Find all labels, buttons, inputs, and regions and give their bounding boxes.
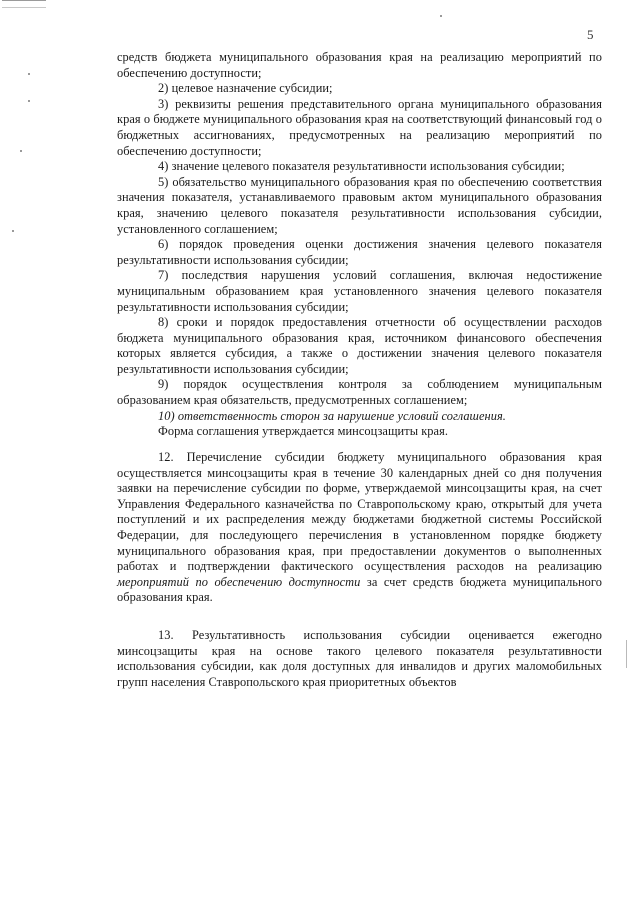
section-12 <box>117 450 602 606</box>
scan-artifact-corner <box>2 0 46 8</box>
list-item: 2) целевое назначение субсидии; <box>158 81 333 96</box>
list-item: 5) обязательство муниципального образования края по обеспечению соответствия значения показателя, устанавливаемого правовым актом муниципального образования края, значению целевого показателя результативности использования субсидии, установленного соглашением; <box>117 174 602 236</box>
scan-artifact-dot <box>440 15 442 17</box>
paragraph-section-12 <box>117 450 602 606</box>
scan-artifact-dot <box>28 100 30 102</box>
section-12-italic: мероприятий по обеспечению доступности <box>117 574 361 589</box>
section-11-conditions <box>117 50 602 440</box>
list-item: 9) порядок осуществления контроля за соблюдением муниципальным образованием края обязательств, предусмотренных соглашением; <box>117 377 602 408</box>
page-number: 5 <box>587 27 594 42</box>
section-13 <box>117 628 602 690</box>
paragraph-section-13: 13. Результативность использования субсидии оценивается ежегодно минсоцзащиты края на основе такого целевого показателя результативности использования субсидии, как доля доступных для инвалидов и других маломобильных групп населения Ставропольского края приоритетных объектов <box>117 628 602 689</box>
section-12-text: 12. Перечисление субсидии бюджету муниципального образования края осуществляется минсоцзащиты края в течение 30 календарных дней со дня получения заявки на перечисление субсидии по форме, утверждаемой минсоцзащиты края, на счет Управления Федерального казначейства по Ставропольскому краю, открытый для учета поступлений и их распределения между бюджетами бюджетной системы Российской Федерации, для последующего перечисления в установленном порядке бюджету муниципального образования края, при предоставлении документов о выполненных работах и подтверждении фактического осуществления расходов на реализацию <box>117 450 602 574</box>
paragraph: Форма соглашения утверждается минсоцзащиты края. <box>158 424 448 439</box>
scan-artifact-dot <box>12 230 14 232</box>
paragraph: средств бюджета муниципального образования края на реализацию мероприятий по обеспечению доступности; <box>117 50 602 80</box>
scan-artifact-dot <box>20 150 22 152</box>
list-item: 6) порядок проведения оценки достижения значения целевого показателя результативности использования субсидии; <box>117 237 602 267</box>
list-item: 7) последствия нарушения условий соглашения, включая недостижение муниципальным образованием края установленного значения целевого показателя результативности использования субсидии; <box>117 268 602 314</box>
list-item: 10) ответственность сторон за нарушение условий соглашения. <box>158 408 506 423</box>
scan-artifact-dot <box>28 73 30 75</box>
list-item: 8) сроки и порядок предоставления отчетности об осуществлении расходов бюджета муниципального образования края, источником финансового обеспечения которых является субсидия, а также о достижении значения целевого показателя результативности использования субсидии; <box>117 315 602 376</box>
list-item: 4) значение целевого показателя результативности использования субсидии; <box>158 159 565 174</box>
section-12-text-end: за счет средств бюджета муниципального образования края. <box>117 574 602 605</box>
scan-artifact-line <box>626 640 627 668</box>
list-item: 3) реквизиты решения представительного органа муниципального образования края о бюджете муниципального образования края на соответствующий финансовый год о бюджетных ассигнованиях, предусмотренных на реализацию мероприятий по обеспечению доступности; <box>117 96 602 158</box>
